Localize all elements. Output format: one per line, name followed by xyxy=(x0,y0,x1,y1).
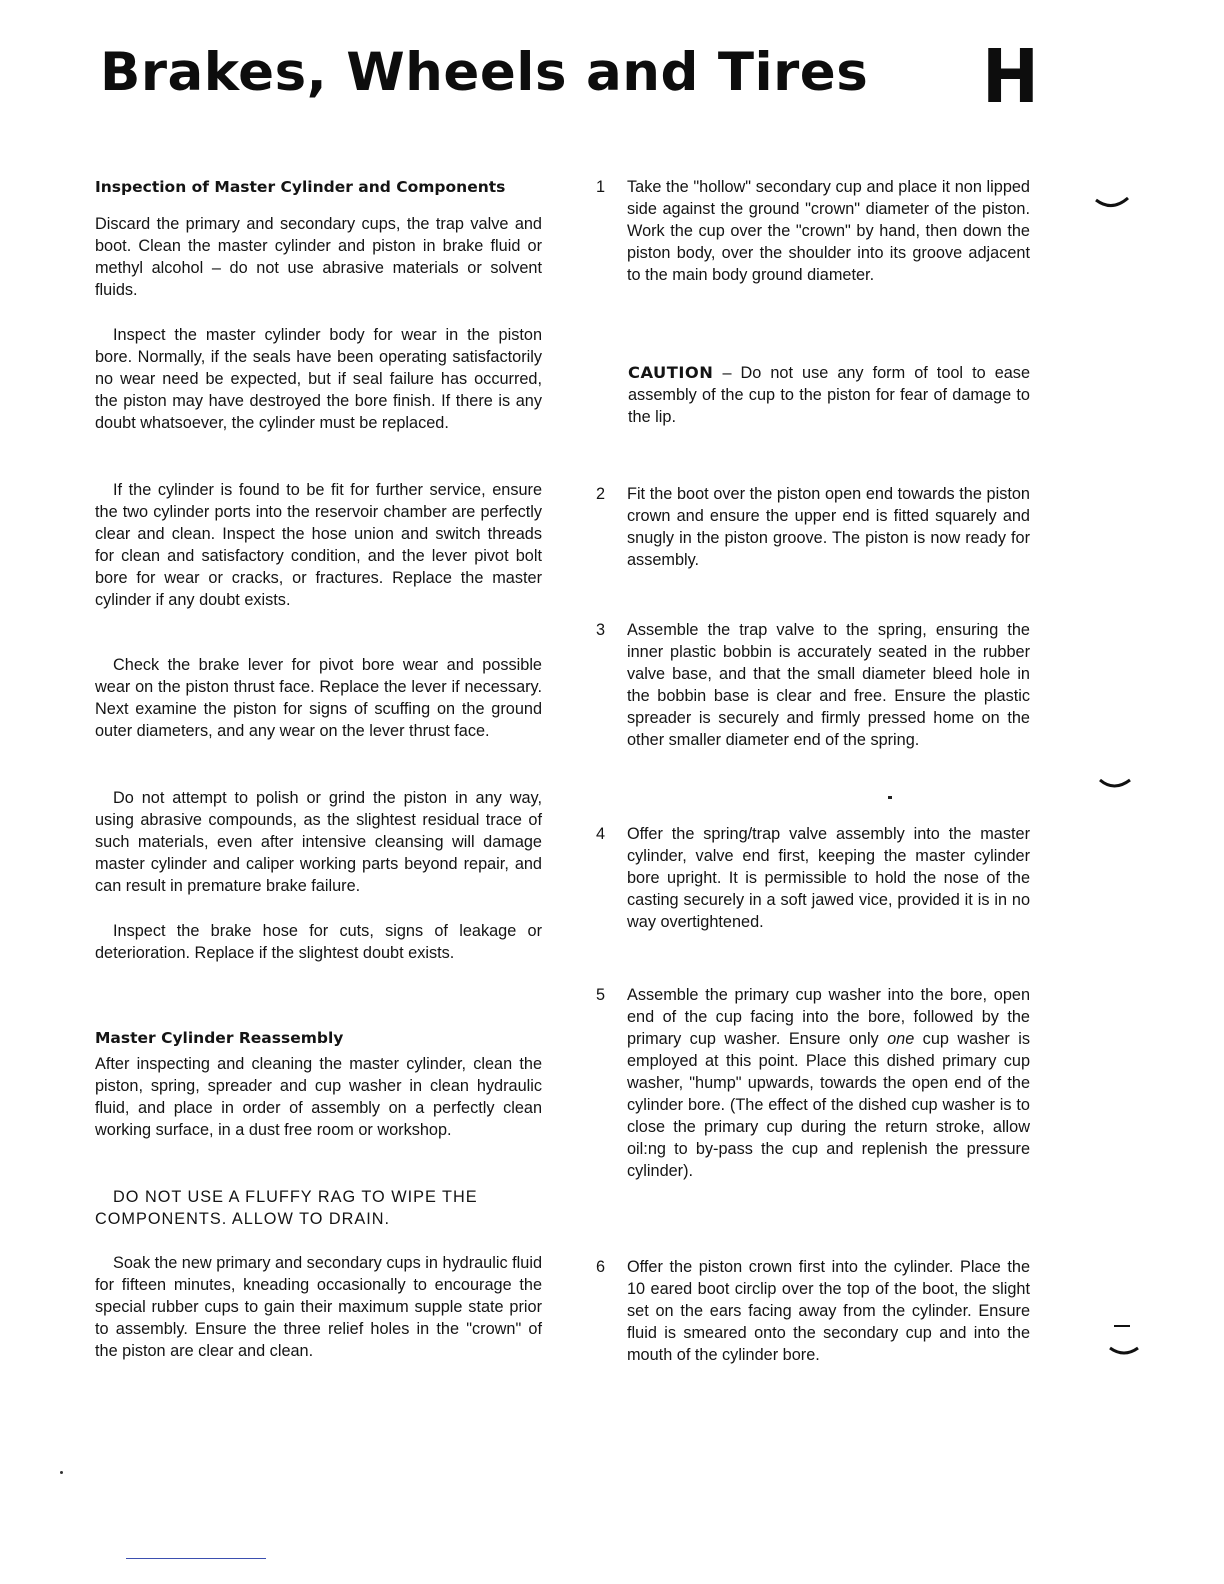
caution-label: CAUTION xyxy=(628,363,714,382)
step-6 xyxy=(596,1256,1030,1366)
paragraph-after-inspecting: After inspecting and cleaning the master cylinder, clean the piston, spring, spreader and cup washer in clean hydraulic fluid, and place in order of assembly on a perfectly clean working surface, in a dust free room or workshop. xyxy=(95,1055,542,1139)
caution-text: – Do not use any form of tool to ease assembly of the cup to the piston for fear of damage to the lip. xyxy=(628,364,1030,426)
step-3 xyxy=(596,619,1030,751)
speck-mark xyxy=(60,1471,63,1474)
step-text: Assemble the trap valve to the spring, ensuring the inner plastic bobbin is accurately seated in the rubber valve base, and that the small diameter bleed hole in the bobbin base is clear and free. Ensure the plastic spreader is securely and firmly pressed home on the other smaller diameter end of the spring. xyxy=(627,621,1030,749)
inspection-heading: Inspection of Master Cylinder and Components xyxy=(95,178,506,196)
paragraph-do-not-polish: Do not attempt to polish or grind the piston in any way, using abrasive compounds, as the slightest residual trace of such materials, even after intensive cleansing will damage master cylinder and caliper working parts beyond repair, and can result in premature brake failure. xyxy=(95,789,542,895)
step-1 xyxy=(596,176,1030,286)
reassembly-heading: Master Cylinder Reassembly xyxy=(95,1029,344,1047)
paragraph-cylinder-fit: If the cylinder is found to be fit for further service, ensure the two cylinder ports into the reservoir chamber are perfectly clear and clean. Inspect the hose union and switch threads for clean and satisfactory condition, and the lever pivot bolt bore for wear or cracks, or fractures. Replace the master cylinder if any doubt exists. xyxy=(95,481,542,609)
step-number: 2 xyxy=(596,485,606,503)
step-number: 3 xyxy=(596,621,606,639)
step-text: Take the "hollow" secondary cup and place it non lipped side against the ground "crown" diameter of the piston. Work the cup over the "crown" by hand, then down the piston body, over the shoulder into its groove adjacent to the main body ground diameter. xyxy=(627,178,1030,284)
step-number: 6 xyxy=(596,1258,606,1276)
scan-edge-line xyxy=(126,1558,266,1559)
binder-hole-mark xyxy=(1098,770,1138,794)
step-text: Offer the piston crown first into the cylinder. Place the 10 eared boot circlip over the top of the boot, the slight set on the ears facing away from the cylinder. Ensure fluid is smeared onto the secondary cup and into the mouth of the cylinder bore. xyxy=(627,1258,1030,1364)
binder-hole-mark xyxy=(1108,1322,1148,1362)
step-2 xyxy=(596,483,1030,571)
paragraph-brake-lever: Check the brake lever for pivot bore wear and possible wear on the piston thrust face. Replace the lever if necessary. Next examine the piston for signs of scuffing on the ground outer diameters, and any wear on the lever thrust face. xyxy=(95,656,542,740)
paragraph-discard: Discard the primary and secondary cups, the trap valve and boot. Clean the master cylinder and piston in brake fluid or methyl alcohol – do not use abrasive materials or solvent fluids. xyxy=(95,215,542,299)
paragraph-soak-cups: Soak the new primary and secondary cups in hydraulic fluid for fifteen minutes, kneading occasionally to encourage the special rubber cups to gain their maximum supple state prior to assembly. Ensure the three relief holes in the "crown" of the piston are clear and clean. xyxy=(95,1254,542,1360)
paragraph-fluffy-rag-warning: DO NOT USE A FLUFFY RAG TO WIPE THE COMPONENTS. ALLOW TO DRAIN. xyxy=(95,1188,478,1228)
caution-note xyxy=(628,362,1030,428)
step-5 xyxy=(596,984,1030,1182)
step-number: 4 xyxy=(596,825,606,843)
section-letter: H xyxy=(982,34,1039,120)
emphasis-one: one xyxy=(887,1030,915,1048)
speck-mark xyxy=(888,796,892,799)
step-4 xyxy=(596,823,1030,933)
binder-hole-mark xyxy=(1094,192,1134,212)
step-text: Assemble the primary cup washer into the bore, open end of the cup facing into the bore, followed by the primary cup washer. Ensure only one cup washer is employed at this point. Place this dished primary cup washer, "hump" upwards, towards the open end of the cylinder bore. (The effect of the dished cup washer is to close the primary cup during the return stroke, allow oil:ng to by-pass the cup and replenish the pressure cylinder). xyxy=(627,986,1030,1180)
step-text: Offer the spring/trap valve assembly into the master cylinder, valve end first, keeping the master cylinder bore upright. It is permissible to hold the nose of the casting securely in a soft jawed vice, provided it is in no way overtightened. xyxy=(627,825,1030,931)
page-title: Brakes, Wheels and Tires xyxy=(100,42,869,103)
paragraph-inspect-body: Inspect the master cylinder body for wear in the piston bore. Normally, if the seals have been operating satisfactorily no wear need be expected, but if seal failure has occurred, the piston may have destroyed the bore finish. If there is any doubt whatsoever, the cylinder must be replaced. xyxy=(95,326,542,432)
step-number: 1 xyxy=(596,178,606,196)
step-text: Fit the boot over the piston open end towards the piston crown and ensure the upper end is fitted squarely and snugly in the piston groove. The piston is now ready for assembly. xyxy=(627,485,1030,569)
step-number: 5 xyxy=(596,986,606,1004)
paragraph-brake-hose: Inspect the brake hose for cuts, signs of leakage or deterioration. Replace if the slightest doubt exists. xyxy=(95,922,542,962)
